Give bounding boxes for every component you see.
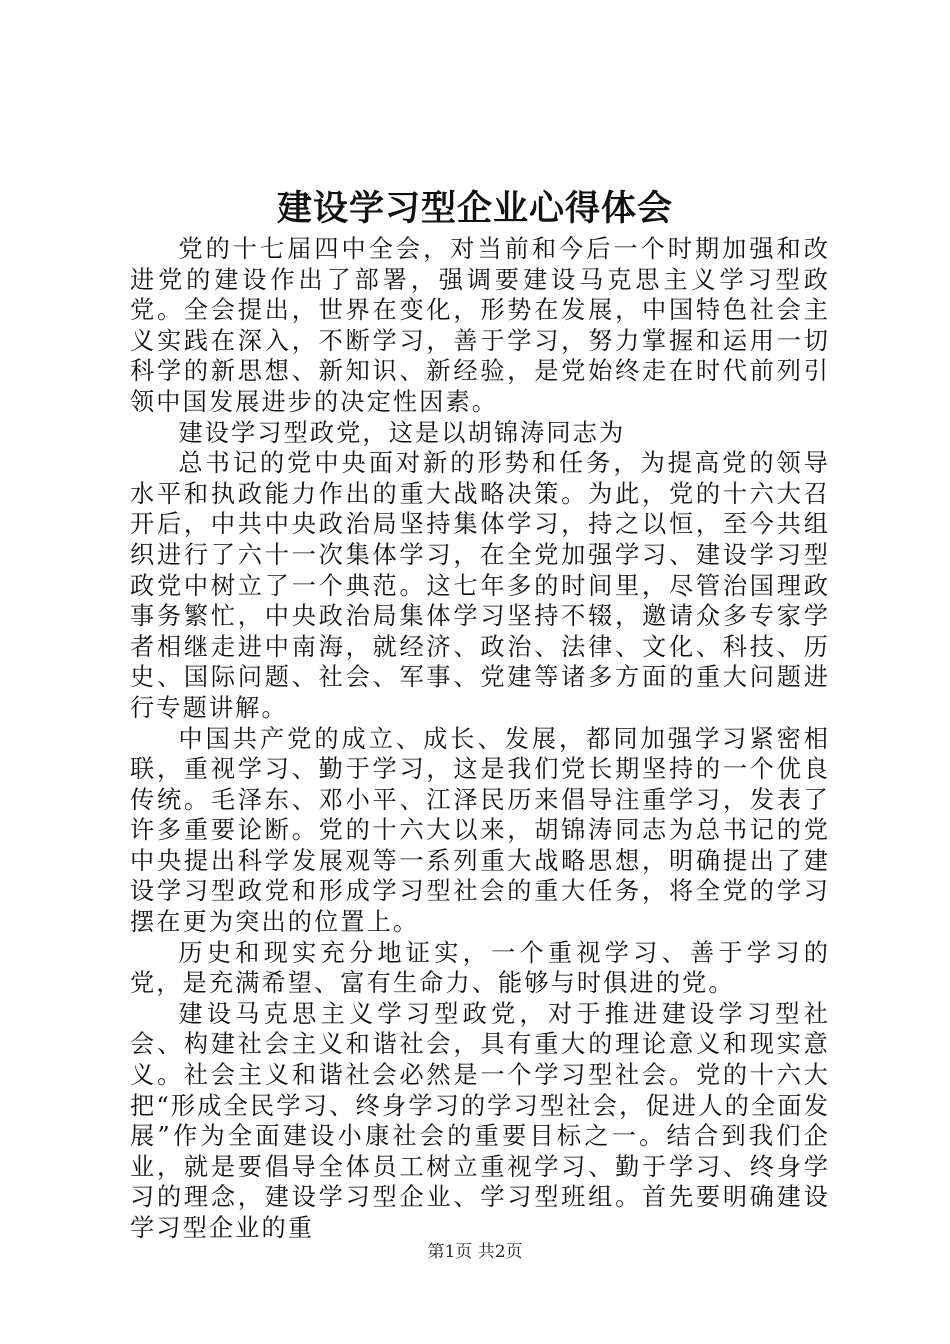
paragraph: 建设马克思主义学习型政党，对于推进建设学习型社会、构建社会主义和谐社会，具有重大的理论意义和现实意义。社会主义和谐社会必然是一个学习型社会。党的十六大把“形成全民学习、终身学习的学习型社会，促进人的全面发展”作为全面建设小康社会的重要目标之一。结合到我们企业，就是要倡导全体员工树立重视学习、勤于学习、终身学习的理念，建设学习型企业、学习型班组。首先要明确建设学习型企业的重 <box>130 999 830 1242</box>
paragraph: 总书记的党中央面对新的形势和任务，为提高党的领导水平和执政能力作出的重大战略决策。为此，党的十六大召开后，中共中央政治局坚持集体学习，持之以恒，至今共组织进行了六十一次集体学习，在全党加强学习、建设学习型政党中树立了一个典范。这七年多的时间里，尽管治国理政事务繁忙，中央政治局集体学习坚持不辍，邀请众多专家学者相继走进中南海，就经济、政治、法律、文化、科技、历史、国际问题、社会、军事、党建等诸多方面的重大问题进行专题讲解。 <box>130 449 830 722</box>
document-title: 建设学习型企业心得体会 <box>276 188 673 229</box>
paragraph: 建设学习型政党，这是以胡锦涛同志为 <box>178 418 626 447</box>
paragraph: 党的十七届四中全会，对当前和今后一个时期加强和改进党的建设作出了部署，强调要建设马克思主义学习型政党。全会提出，世界在变化，形势在发展，中国特色社会主义实践在深入，不断学习，善于学习，努力掌握和运用一切科学的新思想、新知识、新经验，是党始终走在时代前列引领中国发展进步的决定性因素。 <box>130 235 830 416</box>
paragraph: 历史和现实充分地证实，一个重视学习、善于学习的党，是充满希望、富有生命力、能够与时俱进的党。 <box>130 938 830 998</box>
paragraph: 中国共产党的成立、成长、发展，都同加强学习紧密相联，重视学习、勤于学习，这是我们党长期坚持的一个优良传统。毛泽东、邓小平、江泽民历来倡导注重学习，发表了许多重要论断。党的十六大以来，胡锦涛同志为总书记的党中央提出科学发展观等一系列重大战略思想，明确提出了建设学习型政党和形成学习型社会的重大任务，将全党的学习摆在更为突出的位置上。 <box>130 724 830 937</box>
document-body <box>130 234 830 1244</box>
page-footer: 第1页 共2页 <box>427 1242 523 1262</box>
